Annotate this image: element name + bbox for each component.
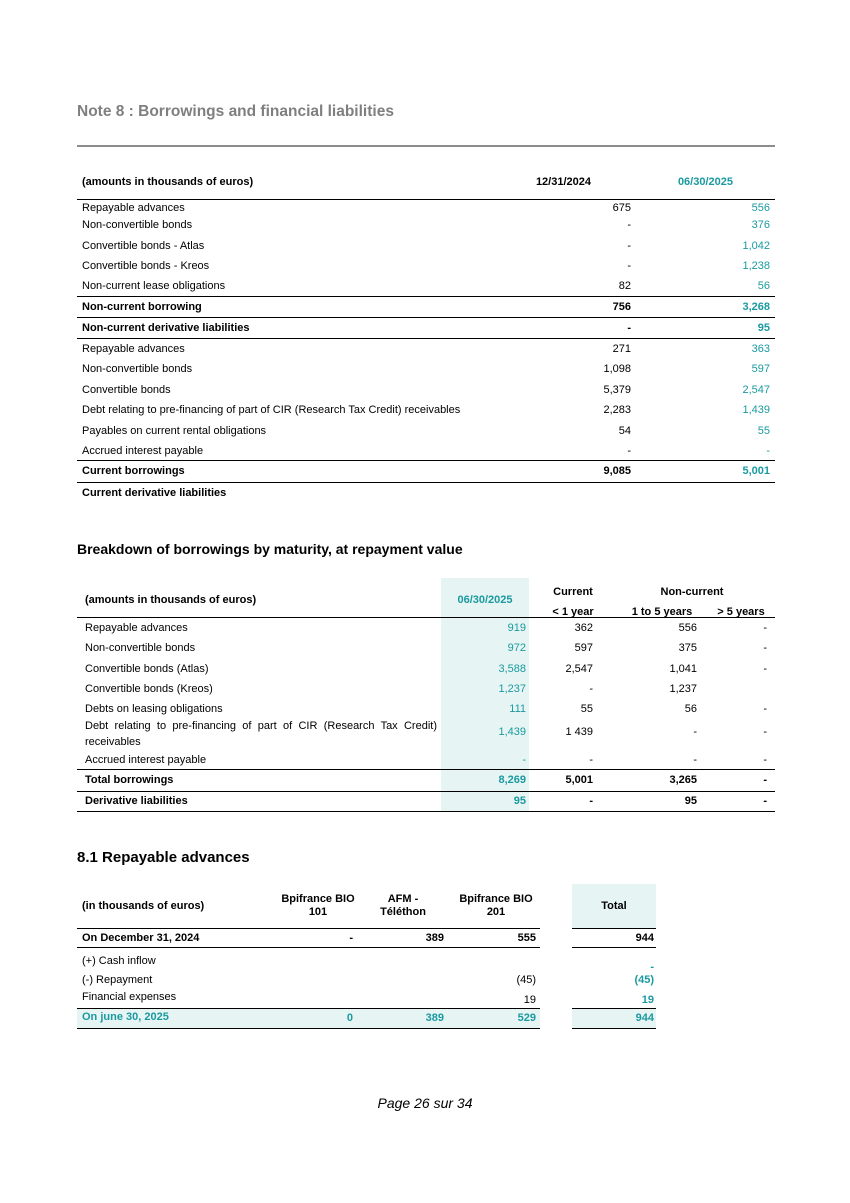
col-2024-header: 12/31/2024 bbox=[535, 176, 591, 188]
table-row: Convertible bonds (Atlas) 3,588 2,547 1,041 - bbox=[85, 663, 767, 675]
header-label: (amounts in thousands of euros) bbox=[85, 594, 257, 606]
table-row: Non-convertible bonds - 376 bbox=[82, 219, 770, 231]
repayable-advances-table bbox=[77, 884, 657, 1034]
col-noncurrent-header: Non-current bbox=[660, 586, 724, 598]
borrowings-table bbox=[77, 170, 775, 510]
subtotal-row: Non-current borrowing 756 3,268 bbox=[82, 301, 770, 313]
header-label: (in thousands of euros) bbox=[82, 900, 205, 912]
title-rule bbox=[77, 145, 775, 147]
col-current-header: Current bbox=[553, 586, 593, 598]
table-row: Current derivative liabilities bbox=[82, 487, 227, 499]
col-total-header: Total bbox=[601, 900, 627, 912]
table-row: Accrued interest payable - - bbox=[82, 445, 770, 457]
table-row: Non-convertible bonds 1,098 597 bbox=[82, 363, 770, 375]
table-row: Non-current lease obligations 82 56 bbox=[82, 280, 770, 292]
total-row: Current borrowings 9,085 5,001 bbox=[82, 465, 770, 477]
page-number: Page 26 sur 34 bbox=[377, 1095, 473, 1111]
table-row: Convertible bonds - Atlas - 1,042 bbox=[82, 240, 770, 252]
col-afm-header: AFM - Téléthon bbox=[380, 893, 426, 918]
table-row: Debt relating to pre-financing of part of CIR (Research Tax Credit) receivables 1,439 1 439 - - bbox=[85, 720, 767, 748]
table-row: Payables on current rental obligations 54 55 bbox=[82, 425, 770, 437]
total-row: Derivative liabilities 95 - 95 - bbox=[85, 795, 767, 807]
section-heading: 8.1 Repayable advances bbox=[77, 849, 250, 866]
sub-header-row: < 1 year 1 to 5 years > 5 years bbox=[552, 606, 765, 618]
table-row: Non-convertible bonds 972 597 375 - bbox=[85, 642, 767, 654]
table-row: Repayable advances 919 362 556 - bbox=[85, 622, 767, 634]
col-bio201-header: Bpifrance BIO 201 bbox=[459, 893, 533, 918]
table-row: Convertible bonds (Kreos) 1,237 - 1,237 bbox=[85, 683, 697, 695]
section-heading: Breakdown of borrowings by maturity, at repayment value bbox=[77, 541, 463, 557]
header-label: (amounts in thousands of euros) bbox=[82, 176, 254, 188]
table-row: Financial expenses 19 19 bbox=[82, 991, 654, 1006]
table-row: (-) Repayment (45) (45) bbox=[82, 974, 654, 986]
page-title: Note 8 : Borrowings and financial liabilities bbox=[77, 103, 394, 120]
table-row: Accrued interest payable - - - - bbox=[85, 754, 767, 766]
table-row: Repayable advances 675 556 bbox=[82, 202, 770, 214]
table-row: On December 31, 2024 - 389 555 944 bbox=[82, 932, 654, 944]
table-row: (+) Cash inflow - bbox=[82, 955, 654, 973]
table-row: Convertible bonds - Kreos - 1,238 bbox=[82, 260, 770, 272]
col-2025-header: 06/30/2025 bbox=[677, 176, 733, 188]
table-row: Debts on leasing obligations 111 55 56 - bbox=[85, 703, 767, 715]
table-row: Convertible bonds 5,379 2,547 bbox=[82, 384, 770, 396]
table-row: Repayable advances 271 363 bbox=[82, 343, 770, 355]
maturity-table bbox=[77, 578, 775, 818]
col-bio101-header: Bpifrance BIO 101 bbox=[281, 893, 355, 918]
table-row: Debt relating to pre-financing of part of CIR (Research Tax Credit) receivables 2,283 1,439 bbox=[82, 404, 770, 416]
col-total-header: 06/30/2025 bbox=[457, 594, 513, 606]
total-row: Total borrowings 8,269 5,001 3,265 - bbox=[85, 774, 767, 786]
subtotal-row: Non-current derivative liabilities - 95 bbox=[82, 322, 770, 334]
total-row: On june 30, 2025 0 389 529 944 bbox=[82, 1011, 654, 1024]
table-header-row bbox=[77, 172, 775, 192]
